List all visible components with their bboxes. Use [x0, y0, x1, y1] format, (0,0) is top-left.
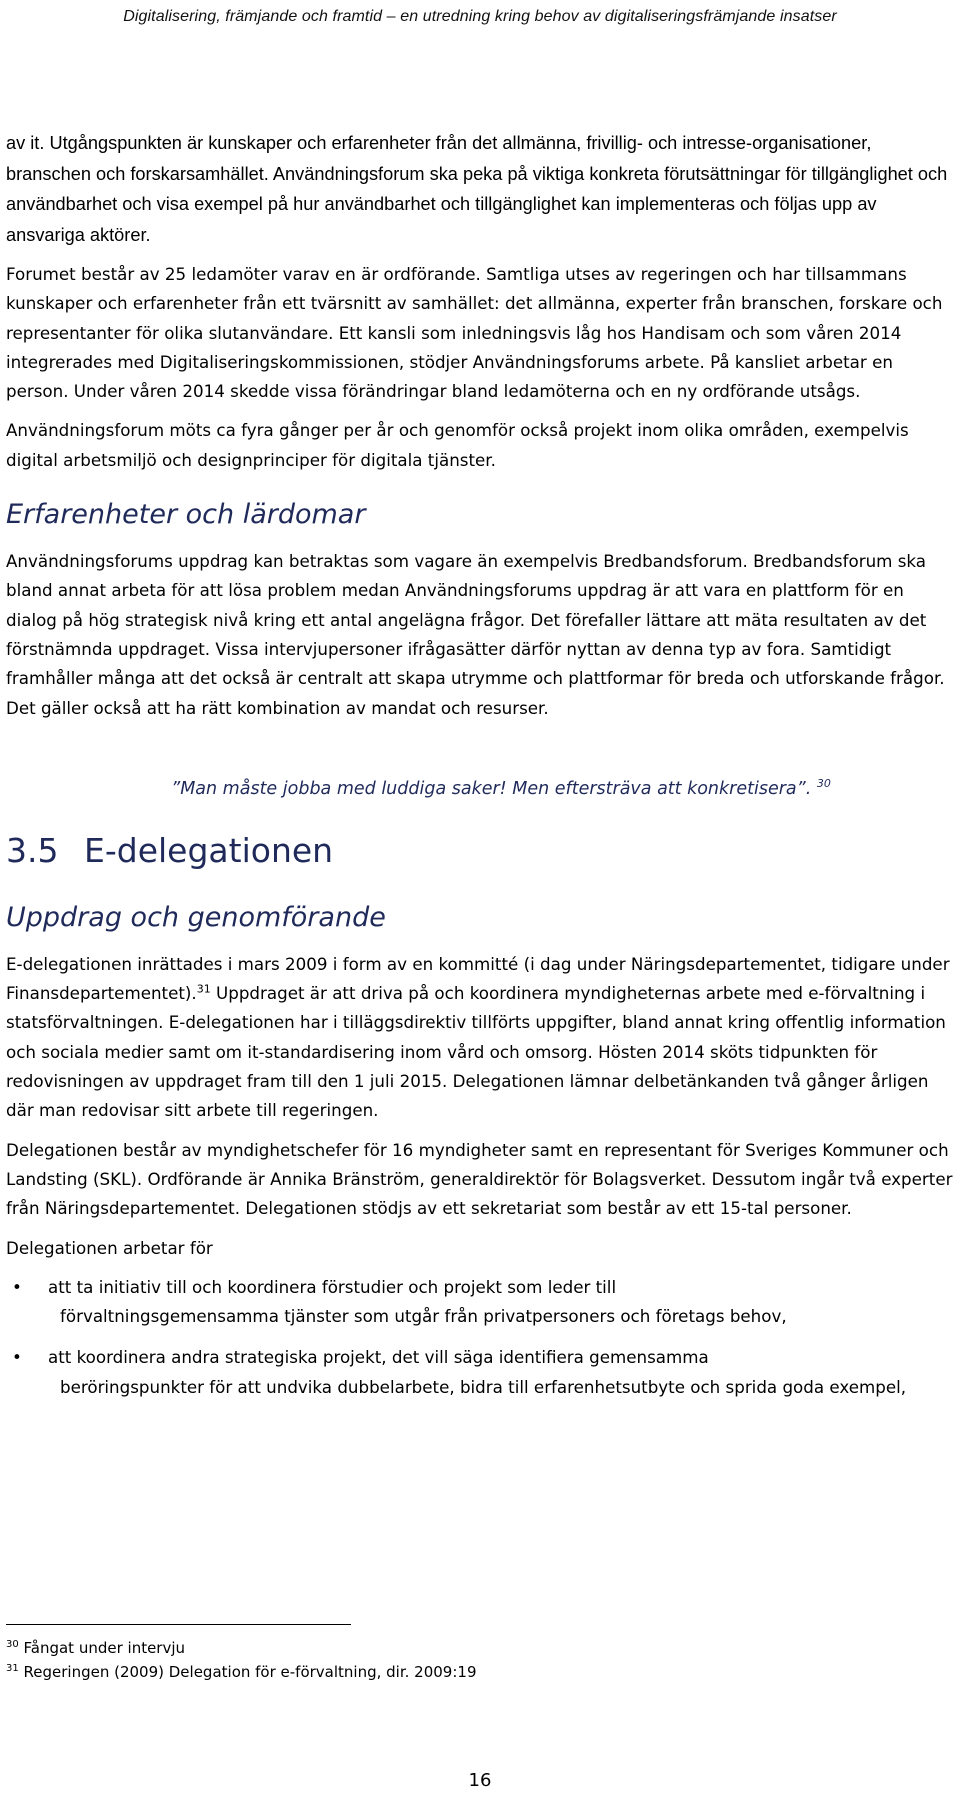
list-item	[6, 1273, 956, 1332]
paragraph-establishment-part-1: E-delegationen inrättades i mars 2009 i form av en kommitté (i dag under Näringsdepartementet, tidigare under Finansdepartementet).	[6, 953, 950, 1004]
list-item-continuation: förvaltningsgemensamma tjänster som utgår från privatpersoners och företags behov,	[60, 1306, 787, 1327]
section-heading-assignment: Uppdrag och genomförande	[6, 901, 386, 933]
footnote-number: 30	[6, 1639, 19, 1650]
task-list	[6, 1273, 956, 1402]
paragraph-experience: Användningsforums uppdrag kan betraktas som vagare än exempelvis Bredbandsforum. Bredbandsforum ska bland annat arbeta för att lösa problem medan Användningsforums uppdrag är att vara en plattform för en dialog på hög strategisk nivå kring ett antal angelägna frågor. Det förefaller lättare att mäta resultaten av det förstnämnda uppdraget. Vissa intervjupersoner ifrågasätter därför nyttan av denna typ av fora. Samtidigt framhåller många att det också är centralt att skapa utrymme och plattformar för breda och utforskande frågor. Det gäller också att ha rätt kombination av mandat och resurser.	[6, 551, 945, 718]
page-number: 16	[468, 1770, 492, 1791]
footnote-ref-31[interactable]: 31	[196, 982, 211, 996]
footnote-text: Fångat under intervju	[23, 1639, 186, 1657]
footnote-text: Regeringen (2009) Delegation för e-förvaltning, dir. 2009:19	[23, 1663, 477, 1681]
footnote-ref-30[interactable]: 30	[816, 777, 831, 791]
chapter-title: E-delegationen	[84, 830, 334, 870]
section-heading-experience: Erfarenheter och lärdomar	[6, 499, 366, 531]
list-item-first-line: att koordinera andra strategiska projekt, det vill säga identifiera gemensamma	[48, 1347, 709, 1368]
chapter-heading	[6, 830, 956, 872]
footnote-number: 31	[6, 1663, 19, 1674]
footnotes	[6, 1636, 477, 1684]
footnote-separator	[6, 1624, 351, 1625]
list-item-continuation: beröringspunkter för att undvika dubbelarbete, bidra till erfarenhetsutbyte och sprida goda exempel,	[60, 1376, 907, 1397]
footnote-31	[6, 1660, 477, 1684]
paragraph-works-for: Delegationen arbetar för	[6, 1237, 213, 1258]
paragraph-members: Forumet består av 25 ledamöter varav en är ordförande. Samtliga utses av regeringen och har tillsammans kunskaper och erfarenheter från ett tvärsnitt av samhället: det allmänna, experter från branschen, forskare och representanter för olika slutanvändare. Ett kansli som inledningsvis låg hos Handisam och som våren 2014 integrerades med Digitaliseringskommissionen, stödjer Användningsforums arbete. På kansliet arbetar en person. Under våren 2014 skedde vissa förändringar bland ledamöterna och en ny ordförande utsågs.	[6, 264, 943, 402]
paragraph-meetings: Användningsforum möts ca fyra gånger per år och genomför också projekt inom olika områden, exempelvis digital arbetsmiljö och designprinciper för digitala tjänster.	[6, 420, 909, 470]
list-item-first-line: att ta initiativ till och koordinera förstudier och projekt som leder till	[48, 1276, 617, 1297]
footnote-30	[6, 1636, 477, 1660]
paragraph-establishment-part-2: Uppdraget är att driva på och koordinera myndigheternas arbete med e-förvaltning i statsförvaltningen. E-delegationen har i tilläggsdirektiv tillförts uppgifter, bland annat kring offentlig information och sociala medier samt om it-standardisering inom vård och omsorg. Hösten 2014 sköts tidpunkten för redovisningen av uppdraget fram till den 1 juli 2015. Delegationen lämnar delbetänkanden två gånger årligen där man redovisar sitt arbete till regeringen.	[6, 983, 946, 1121]
chapter-number: 3.5	[6, 830, 59, 870]
pull-quote-text: ”Man måste jobba med luddiga saker! Men eftersträva att konkretisera”.	[171, 778, 812, 799]
paragraph-intro: av it. Utgångspunkten är kunskaper och erfarenheter från det allmänna, frivillig- och intresse-organisationer, branschen och forskarsamhället. Användningsforum ska peka på viktiga konkreta förutsättningar för tillgänglighet och användbarhet och visa exempel på hur användbarhet och tillgänglighet kan implementeras och följas upp av ansvariga aktörer.	[6, 133, 948, 245]
list-item	[6, 1343, 956, 1402]
bullet-icon: •	[12, 1276, 22, 1297]
paragraph-establishment	[6, 950, 956, 1126]
paragraph-composition: Delegationen består av myndighetschefer för 16 myndigheter samt en representant för Sveriges Kommuner och Landsting (SKL). Ordförande är Annika Bränström, generaldirektör för Bolagsverket. Dessutom ingår två experter från Näringsdepartementet. Delegationen stödjs av ett sekretariat som består av ett 15-tal personer.	[6, 1139, 953, 1219]
page-content	[6, 128, 956, 1414]
bullet-icon: •	[12, 1347, 22, 1368]
pull-quote	[46, 775, 956, 804]
running-header: Digitalisering, främjande och framtid – en utredning kring behov av digitaliseringsfrämjande insatser	[123, 8, 837, 25]
